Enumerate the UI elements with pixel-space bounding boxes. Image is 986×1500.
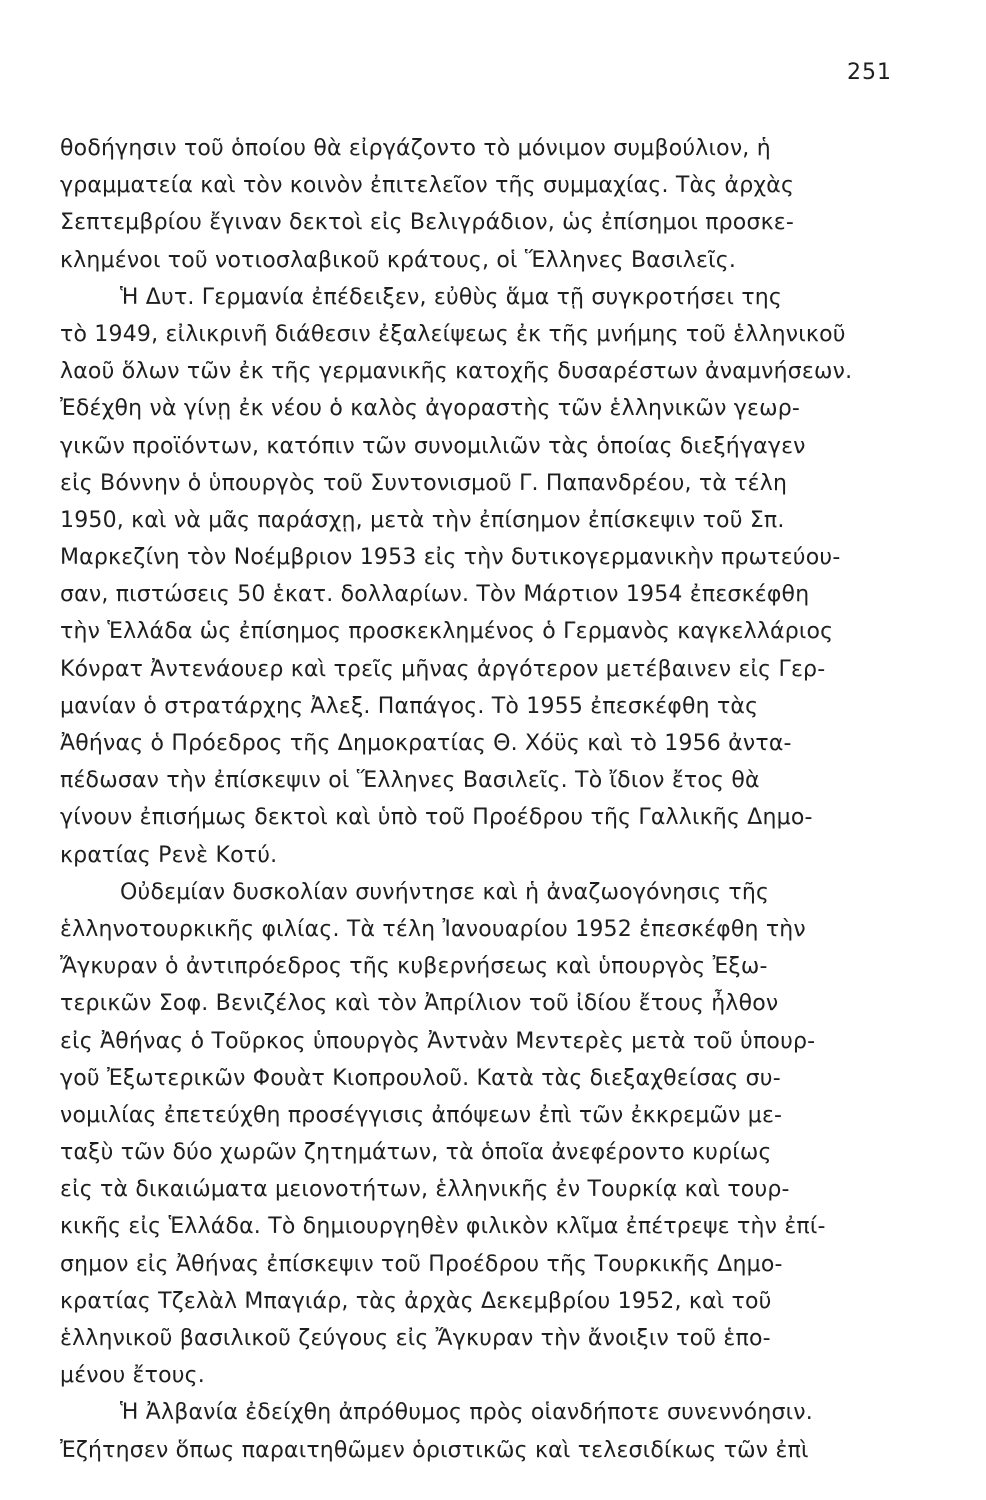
text-line: Ἡ Ἀλβανία ἐδείχθη ἀπρόθυμος πρὸς οἱανδήποτε συνεννόησιν. xyxy=(120,1400,813,1426)
text-line: ἑλληνοτουρκικῆς φιλίας. Τὰ τέλη Ἰανουαρίου 1952 ἐπεσκέφθη τὴν xyxy=(60,916,806,942)
text-line: κρατίας Τζελὰλ Μπαγιάρ, τὰς ἀρχὰς Δεκεμβρίου 1952, καὶ τοῦ xyxy=(60,1288,772,1314)
text-line: Ἡ Δυτ. Γερμανία ἐπέδειξεν, εὐθὺς ἅμα τῇ συγκροτήσει της xyxy=(120,284,783,310)
page-number: 251 xyxy=(847,60,892,85)
text-line: Ἀθήνας ὁ Πρόεδρος τῆς Δημοκρατίας Θ. Χόϋς καὶ τὸ 1956 ἀντα- xyxy=(60,731,792,756)
text-line: μανίαν ὁ στρατάρχης Ἀλεξ. Παπάγος. Τὸ 1955 ἐπεσκέφθη τὰς xyxy=(60,693,759,719)
text-line: θοδήγησιν τοῦ ὁποίου θὰ εἰργάζοντο τὸ μόνιμον συμβούλιον, ἡ xyxy=(60,136,771,161)
text-line: τὸ 1949, εἰλικρινῆ διάθεσιν ἐξαλείψεως ἐκ τῆς μνήμης τοῦ ἑλληνικοῦ xyxy=(60,321,846,347)
text-line: σαν, πιστώσεις 50 ἑκατ. δολλαρίων. Τὸν Μάρτιον 1954 ἐπεσκέφθη xyxy=(60,582,810,608)
text-line: 1950, καὶ νὰ μᾶς παράσχῃ, μετὰ τὴν ἐπίσημον ἐπίσκεψιν τοῦ Σπ. xyxy=(60,507,785,533)
text-line: Μαρκεζίνη τὸν Νοέμβριον 1953 εἰς τὴν δυτικογερμανικὴν πρωτεύου- xyxy=(60,545,841,571)
text-line: τερικῶν Σοφ. Βενιζέλος καὶ τὸν Ἀπρίλιον τοῦ ἰδίου ἔτους ἦλθον xyxy=(60,991,779,1017)
text-line: Σεπτεμβρίου ἔγιναν δεκτοὶ εἰς Βελιγράδιον, ὡς ἐπίσημοι προσκε- xyxy=(60,210,795,236)
text-line: γραμματεία καὶ τὸν κοινὸν ἐπιτελεῖον τῆς συμμαχίας. Τὰς ἀρχὰς xyxy=(60,173,795,199)
text-line: σημον εἰς Ἀθήνας ἐπίσκεψιν τοῦ Προέδρου τῆς Τουρκικῆς Δημο- xyxy=(60,1251,783,1277)
page-body xyxy=(60,130,920,1469)
text-line: εἰς τὰ δικαιώματα μειονοτήτων, ἑλληνικῆς ἐν Τουρκίᾳ καὶ τουρ- xyxy=(60,1177,790,1203)
text-line: Ἄγκυραν ὁ ἀντιπρόεδρος τῆς κυβερνήσεως καὶ ὑπουργὸς Ἐξω- xyxy=(60,954,768,980)
text-line: γοῦ Ἐξωτερικῶν Φουὰτ Κιοπρουλοῦ. Κατὰ τὰς διεξαχθείσας συ- xyxy=(60,1065,781,1091)
text-line: εἰς Ἀθήνας ὁ Τοῦρκος ὑπουργὸς Ἀντνὰν Μεντερὲς μετὰ τοῦ ὑπουρ- xyxy=(60,1028,816,1054)
text-line: Ἐδέχθη νὰ γίνῃ ἐκ νέου ὁ καλὸς ἀγοραστὴς τῶν ἑλληνικῶν γεωρ- xyxy=(60,396,801,422)
text-line: Οὐδεμίαν δυσκολίαν συνήντησε καὶ ἡ ἀναζωογόνησις τῆς xyxy=(120,879,770,905)
text-line: κρατίας Ρενὲ Κοτύ. xyxy=(60,842,278,868)
text-line: κλημένοι τοῦ νοτιοσλαβικοῦ κράτους, οἱ Ἕλληνες Βασιλεῖς. xyxy=(60,247,737,273)
text-line: εἰς Βόννην ὁ ὑπουργὸς τοῦ Συντονισμοῦ Γ. Παπανδρέου, τὰ τέλη xyxy=(60,470,788,496)
text-line: Κόνρατ Ἀντενάουερ καὶ τρεῖς μῆνας ἀργότερον μετέβαινεν εἰς Γερ- xyxy=(60,656,826,682)
text-line: μένου ἔτους. xyxy=(60,1363,205,1389)
text-line: λαοῦ ὅλων τῶν ἐκ τῆς γερμανικῆς κατοχῆς δυσαρέστων ἀναμνήσεων. xyxy=(60,359,853,385)
text-line: νομιλίας ἐπετεύχθη προσέγγισις ἀπόψεων ἐπὶ τῶν ἐκκρεμῶν με- xyxy=(60,1102,783,1128)
text-line: ἑλληνικοῦ βασιλικοῦ ζεύγους εἰς Ἄγκυραν τὴν ἄνοιξιν τοῦ ἑπο- xyxy=(60,1326,771,1351)
text-line: πέδωσαν τὴν ἐπίσκεψιν οἱ Ἕλληνες Βασιλεῖς. Τὸ ἴδιον ἔτος θὰ xyxy=(60,768,760,794)
text-line: γίνουν ἐπισήμως δεκτοὶ καὶ ὑπὸ τοῦ Προέδρου τῆς Γαλλικῆς Δημο- xyxy=(60,805,813,831)
text-line: κικῆς εἰς Ἑλλάδα. Τὸ δημιουργηθὲν φιλικὸν κλῖμα ἐπέτρεψε τὴν ἐπί- xyxy=(60,1214,826,1240)
text-line: Ἐζήτησεν ὅπως παραιτηθῶμεν ὁριστικῶς καὶ τελεσιδίκως τῶν ἐπὶ xyxy=(60,1437,809,1463)
text-line: ταξὺ τῶν δύο χωρῶν ζητημάτων, τὰ ὁποῖα ἀνεφέροντο κυρίως xyxy=(60,1140,772,1166)
text-line: γικῶν προϊόντων, κατόπιν τῶν συνομιλιῶν τὰς ὁποίας διεξήγαγεν xyxy=(60,433,806,459)
text-line: τὴν Ἑλλάδα ὡς ἐπίσημος προσκεκλημένος ὁ Γερμανὸς καγκελλάριος xyxy=(60,619,834,645)
